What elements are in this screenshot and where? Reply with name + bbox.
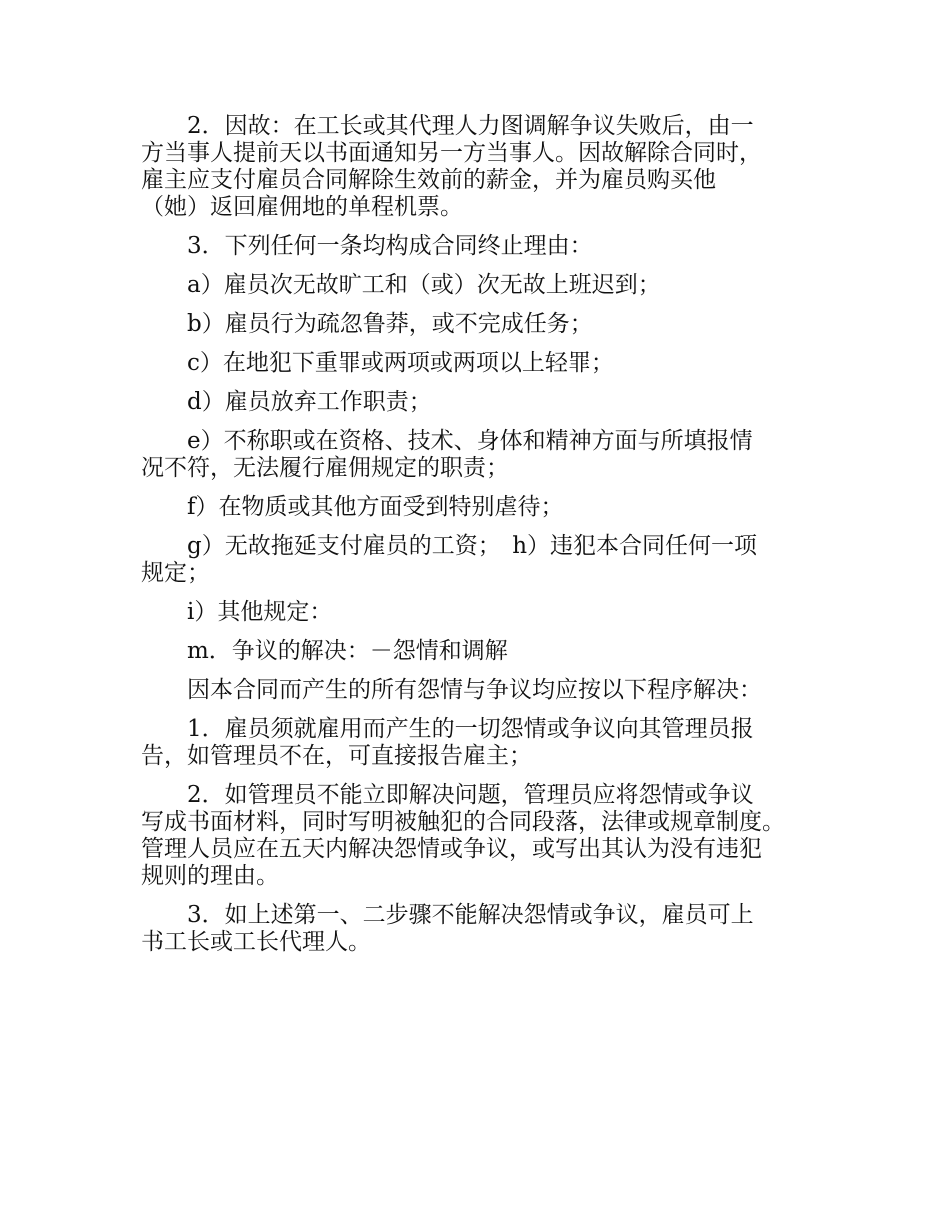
text-line: a）雇员次无故旷工和（或）次无故上班迟到； (187, 272, 661, 298)
text-line: 告，如管理员不在，可直接报告雇主； (141, 743, 532, 769)
text-line: 雇主应支付雇员合同解除生效前的薪金，并为雇员购买他 (141, 167, 716, 193)
text-line: i）其他规定： (187, 599, 333, 625)
text-line: c）在地犯下重罪或两项或两项以上轻罪； (187, 350, 614, 376)
text-line: 规则的理由。 (141, 863, 279, 889)
paragraph (141, 233, 831, 260)
paragraph (141, 677, 831, 704)
text-line: 况不符，无法履行雇佣规定的职责； (141, 455, 509, 481)
paragraph (141, 350, 831, 377)
text-line: 1．雇员须就雇用而产生的一切怨情或争议向其管理员报 (187, 716, 754, 742)
document-body (141, 113, 831, 968)
text-line: f）在物质或其他方面受到特别虐待； (187, 494, 564, 520)
paragraph (141, 113, 831, 221)
paragraph (141, 599, 831, 626)
paragraph (141, 533, 831, 587)
text-line: 管理人员应在五天内解决怨情或争议，或写出其认为没有违犯 (141, 836, 762, 862)
text-line: g）无故拖延支付雇员的工资； h）违犯本合同任何一项 (187, 533, 758, 559)
text-line: 写成书面材料，同时写明被触犯的合同段落，法律或规章制度。 (141, 809, 785, 835)
text-line: 3．下列任何一条均构成合同终止理由： (187, 233, 593, 259)
text-line: d）雇员放弃工作职责； (187, 389, 432, 415)
text-line: 规定； (141, 560, 210, 586)
text-line: （她）返回雇佣地的单程机票。 (141, 194, 463, 220)
paragraph (141, 311, 831, 338)
paragraph (141, 428, 831, 482)
text-line: 2．如管理员不能立即解决问题，管理员应将怨情或争议 (187, 782, 754, 808)
text-line: m．争议的解决：－怨情和调解 (187, 638, 508, 664)
text-line: b）雇员行为疏忽鲁莽，或不完成任务； (187, 311, 593, 337)
paragraph (141, 494, 831, 521)
paragraph (141, 716, 831, 770)
paragraph (141, 389, 831, 416)
text-line: e）不称职或在资格、技术、身体和精神方面与所填报情 (187, 428, 753, 454)
paragraph (141, 782, 831, 890)
text-line: 书工长或工长代理人。 (141, 929, 371, 955)
text-line: 方当事人提前天以书面通知另一方当事人。因故解除合同时， (141, 140, 762, 166)
paragraph (141, 902, 831, 956)
text-line: 因本合同而产生的所有怨情与争议均应按以下程序解决： (187, 677, 762, 703)
paragraph (141, 638, 831, 665)
text-line: 2．因故：在工长或其代理人力图调解争议失败后，由一 (187, 113, 754, 139)
paragraph (141, 272, 831, 299)
text-line: 3．如上述第一、二步骤不能解决怨情或争议，雇员可上 (187, 902, 754, 928)
